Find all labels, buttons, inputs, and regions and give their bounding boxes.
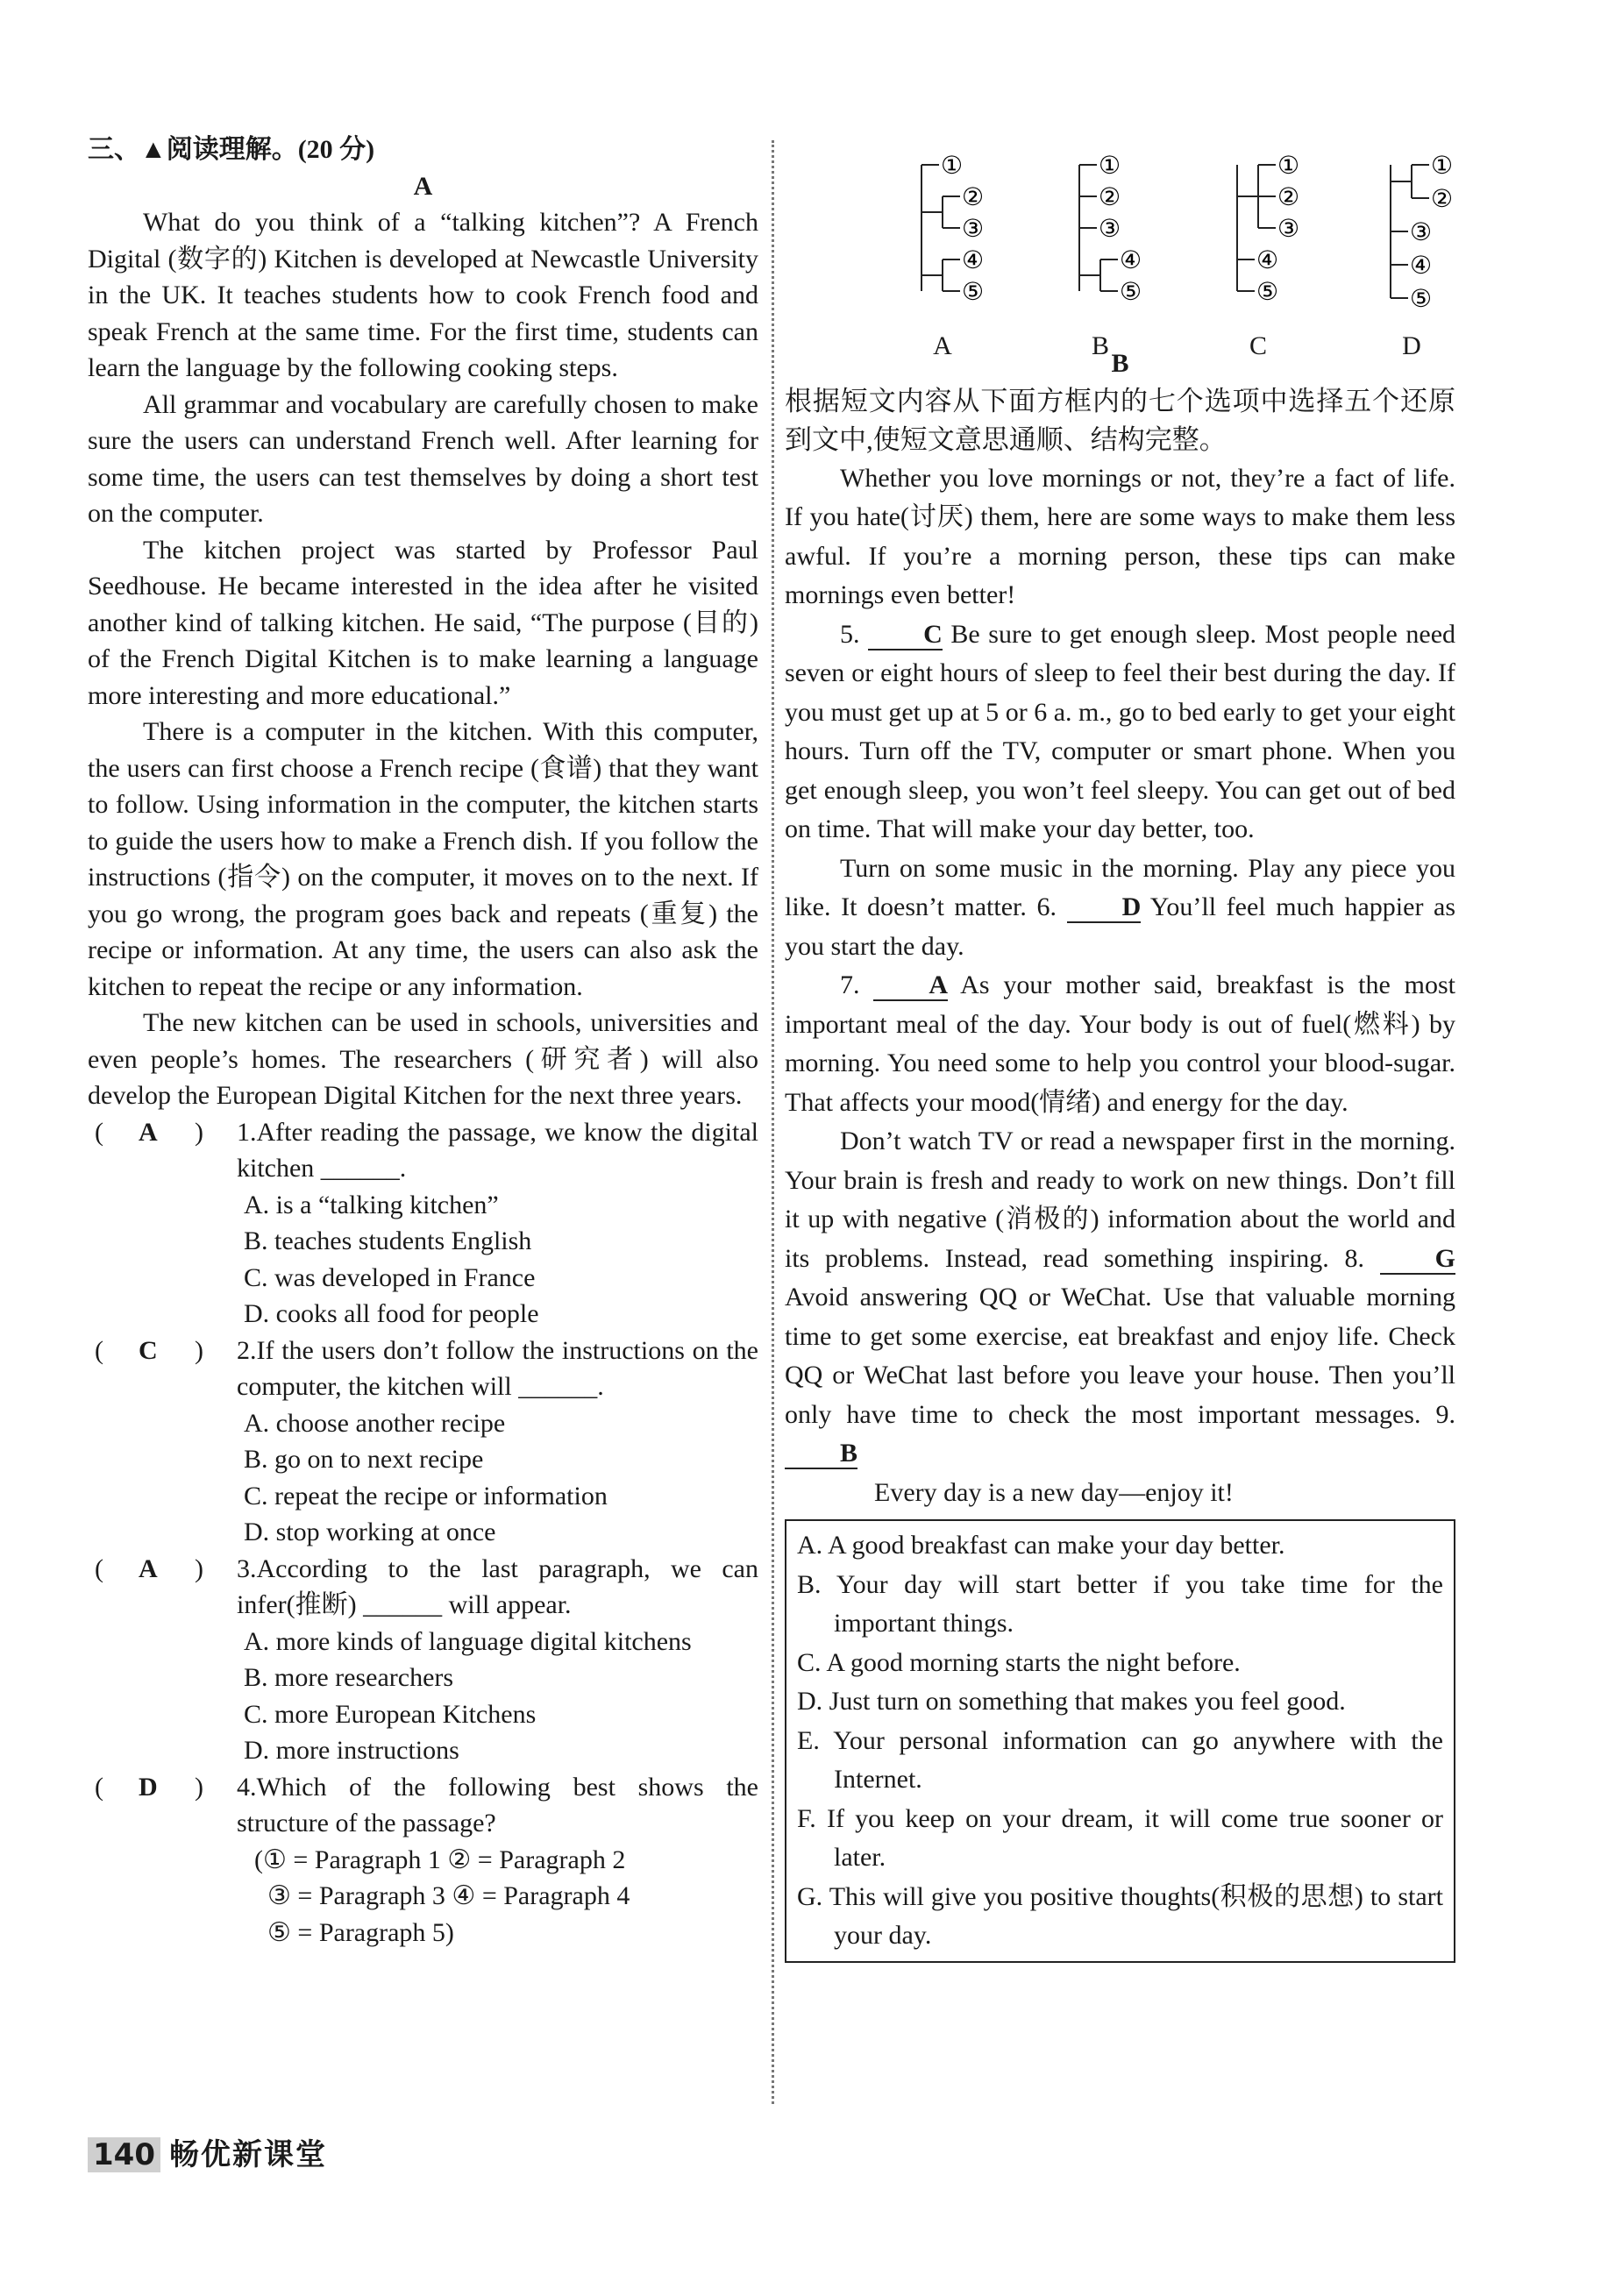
passage-b-paragraph-5-text-a: Don’t watch TV or read a newspaper first in the morning. Your brain is fresh and ready to work on new things. Don’t fill it up with negative (消极的) information about the world and its problems. Instead, read something inspiring. 8. <box>785 1127 1455 1273</box>
answer-4: D <box>139 1772 158 1802</box>
diagram-label: B <box>1091 331 1109 360</box>
question-3 <box>88 1551 758 1769</box>
tree-node: ② <box>1431 184 1454 213</box>
diagram-label: C <box>1249 331 1267 360</box>
tree-node: ① <box>1277 151 1300 180</box>
passage-b-paragraph-3 <box>785 849 1455 967</box>
tree-node: ③ <box>1099 214 1121 243</box>
passage-b-closing: Every day is a new day—enjoy it! <box>874 1477 1234 1507</box>
question-4 <box>88 1769 758 1951</box>
blank-9-answer: B <box>785 1439 857 1469</box>
paren-right: ) <box>195 1335 203 1365</box>
passage-b-letter: B <box>1111 349 1129 378</box>
right-column <box>785 132 1455 1963</box>
structure-tree-c <box>1232 149 1337 333</box>
diagram-d <box>1385 149 1491 368</box>
paren-left: ( <box>95 1335 103 1365</box>
tree-node: ④ <box>1256 245 1279 274</box>
passage-a-paragraph-5: The new kitchen can be used in schools, universities and even people’s homes. The researchers (研究者) will also develop the European Digital Kitchen for the next three years. <box>88 1008 758 1110</box>
paren-right: ) <box>195 1117 203 1147</box>
tree-node: ③ <box>962 214 985 243</box>
tree-node: ③ <box>1410 217 1433 246</box>
tree-node: ⑤ <box>962 277 985 306</box>
passage-b-paragraph-3-text-a: Turn on some music in the morning. Play any piece you like. It doesn’t matter. 6. <box>785 853 1455 921</box>
answer-1: A <box>139 1117 158 1147</box>
page-number: 140 <box>88 2137 160 2172</box>
passage-b-paragraph-1: Whether you love mornings or not, they’re a fact of life. If you hate(讨厌) them, here are some ways to make them less awful. If you’re a morning person, these tips can make mornings even better! <box>785 463 1455 609</box>
option-2b: B. go on to next recipe <box>244 1445 484 1474</box>
option-2d: D. stop working at once <box>244 1518 496 1546</box>
question-number: 2. <box>237 1335 257 1365</box>
option-2c: C. repeat the recipe or information <box>244 1481 608 1511</box>
option-box-c: C. A good morning starts the night before. <box>797 1647 1241 1677</box>
structure-tree-a <box>916 149 1021 333</box>
passage-a-letter: A <box>413 171 433 201</box>
tree-node: ④ <box>1410 251 1433 280</box>
legend-line-1: (① = Paragraph 1 ② = Paragraph 2 <box>254 1845 626 1874</box>
question-number: 3. <box>237 1553 257 1583</box>
diagram-a <box>916 149 1021 368</box>
passage-b-paragraph-2-text: Be sure to get enough sleep. Most people need seven or eight hours of sleep to feel their best during the day. If you must get up at 5 or 6 a. m., go to bed early to get your eight hours. Turn off the TV, computer or smart phone. When you get enough sleep, you won’t feel sleepy. You can get out of bed on time. That will make your day better, too. <box>785 619 1456 843</box>
options-box <box>785 1519 1455 1963</box>
question-stem: If the users don’t follow the instructions on the computer, the kitchen will ______. <box>237 1335 758 1401</box>
structure-tree-d <box>1385 149 1491 333</box>
option-3a: A. more kinds of language digital kitchens <box>244 1626 692 1656</box>
question-number: 1. <box>237 1117 257 1147</box>
section-title: 三、▲阅读理解。(20 分) <box>88 135 375 164</box>
tree-node: ② <box>962 182 985 211</box>
tree-node: ① <box>941 151 964 180</box>
blank-7-answer: A <box>873 971 948 1001</box>
option-2a: A. choose another recipe <box>244 1408 506 1438</box>
passage-a-paragraph-4: There is a computer in the kitchen. With this computer, the users can first choose a French recipe (食谱) that they want to follow. Using information in the computer, the kitchen starts to guide the users how to make a French dish. If you follow the instructions (指令) on the computer, it moves on to the next. If you go wrong, the program goes back and repeats (重复) the recipe or information. At any time, the users can also ask the kitchen to repeat the recipe or any information. <box>88 717 758 1001</box>
blank-8-answer: G <box>1380 1245 1455 1275</box>
question-stem: Which of the following best shows the structure of the passage? <box>237 1772 758 1838</box>
passage-b-paragraph-3-text-b: You’ll feel much happier as you start the day. <box>785 892 1456 961</box>
paren-left: ( <box>95 1117 103 1147</box>
option-box-f: F. If you keep on your dream, it will come true sooner or later. <box>797 1803 1443 1872</box>
option-box-e: E. Your personal information can go anywhere with the Internet. <box>797 1725 1443 1794</box>
blank-7-number: 7. <box>840 970 860 999</box>
option-3b: B. more researchers <box>244 1663 454 1692</box>
passage-a-paragraph-2: All grammar and vocabulary are carefully chosen to make sure the users can understand French well. After learning for some time, the users can test themselves by doing a short test on the computer. <box>88 389 758 528</box>
diagram-b <box>1074 149 1179 368</box>
blank-6-answer: D <box>1067 893 1142 923</box>
option-1a: A. is a “talking kitchen” <box>244 1190 499 1219</box>
tree-node: ⑤ <box>1256 277 1279 306</box>
option-1c: C. was developed in France <box>244 1262 536 1292</box>
option-3c: C. more European Kitchens <box>244 1699 537 1729</box>
structure-diagrams <box>785 149 1455 368</box>
diagram-label: D <box>1402 331 1421 360</box>
option-box-a: A. A good breakfast can make your day better. <box>797 1531 1285 1560</box>
blank-5-answer: C <box>868 621 943 650</box>
tree-node: ④ <box>962 245 985 274</box>
left-column <box>88 132 758 1951</box>
option-box-g: G. This will give you positive thoughts(积极的思想) to start your day. <box>797 1881 1443 1950</box>
tree-node: ② <box>1277 182 1300 211</box>
tree-node: ⑤ <box>1410 284 1433 313</box>
tree-node: ② <box>1099 182 1121 211</box>
option-3d: D. more instructions <box>244 1736 459 1765</box>
tree-node: ① <box>1099 151 1121 180</box>
tree-node: ⑤ <box>1120 277 1142 306</box>
tree-node: ④ <box>1120 245 1142 274</box>
passage-a-paragraph-3: The kitchen project was started by Professor Paul Seedhouse. He became interested in the idea after he visited another kind of talking kitchen. He said, “The purpose (目的) of the French Digital Kitchen is to make learning a language more interesting and more educational.” <box>88 535 758 710</box>
legend-line-3: ⑤ = Paragraph 5) <box>267 1917 454 1947</box>
column-divider <box>772 140 774 2104</box>
question-number: 4. <box>237 1772 257 1802</box>
paren-left: ( <box>95 1553 103 1583</box>
passage-b-paragraph-4-text: As your mother said, breakfast is the most important meal of the day. Your body is out of fuel(燃料) by morning. You need some to help you control your blood-sugar. That affects your mood(情绪) and energy for the day. <box>785 970 1455 1117</box>
tree-node: ① <box>1431 151 1454 180</box>
paren-right: ) <box>195 1772 203 1802</box>
option-box-d: D. Just turn on something that makes you feel good. <box>797 1687 1346 1716</box>
passage-b-paragraph-5-text-b: Avoid answering QQ or WeChat. Use that valuable morning time to get some exercise, eat breakfast and enjoy life. Check QQ or WeChat last before you leave your house. Then you’ll only have time to check the most important messages. 9. <box>785 1283 1455 1429</box>
book-name: 畅优新课堂 <box>168 2137 327 2172</box>
structure-tree-b <box>1074 149 1179 333</box>
diagram-label: A <box>933 331 952 360</box>
paren-right: ) <box>195 1553 203 1583</box>
page-footer <box>88 2130 327 2173</box>
question-1 <box>88 1114 758 1333</box>
option-1b: B. teaches students English <box>244 1226 532 1255</box>
option-box-b: B. Your day will start better if you take time for the important things. <box>797 1569 1443 1638</box>
passage-b-paragraph-4 <box>785 966 1455 1122</box>
question-stem: According to the last paragraph, we can infer(推断) ______ will appear. <box>237 1553 758 1619</box>
passage-b-instruction: 根据短文内容从下面方框内的七个选项中选择五个还原到文中,使短文意思通顺、结构完整。 <box>785 385 1455 455</box>
passage-a-paragraph-1: What do you think of a “talking kitchen”? A French Digital (数字的) Kitchen is developed at Newcastle University in the UK. It teaches students how to cook French food and speak French at the same time. For the first time, students can learn the language by the following cooking steps. <box>88 208 758 382</box>
passage-b-paragraph-2 <box>785 615 1455 849</box>
question-2 <box>88 1333 758 1551</box>
paren-left: ( <box>95 1772 103 1802</box>
option-1d: D. cooks all food for people <box>244 1299 539 1328</box>
legend-line-2: ③ = Paragraph 3 ④ = Paragraph 4 <box>267 1881 630 1910</box>
blank-5-number: 5. <box>840 619 860 649</box>
answer-2: C <box>139 1335 158 1365</box>
passage-b-paragraph-5 <box>785 1122 1455 1474</box>
question-stem: After reading the passage, we know the digital kitchen ______. <box>237 1117 758 1183</box>
answer-3: A <box>139 1553 158 1583</box>
diagram-c <box>1232 149 1337 368</box>
tree-node: ③ <box>1277 214 1300 243</box>
